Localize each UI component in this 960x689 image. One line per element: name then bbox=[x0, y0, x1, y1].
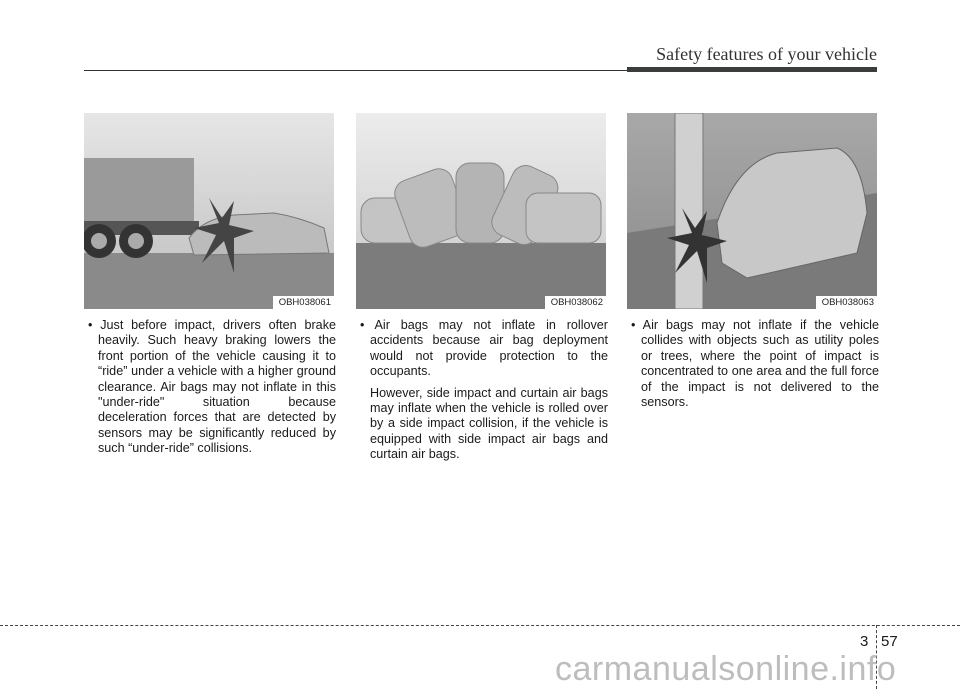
section-title: Safety features of your vehicle bbox=[656, 44, 877, 64]
figure-code: OBH038062 bbox=[545, 296, 606, 309]
column-pole-text bbox=[627, 318, 879, 416]
header-bar bbox=[627, 67, 877, 72]
under-ride-illustration bbox=[84, 113, 334, 309]
figure-under-ride bbox=[84, 113, 334, 309]
page-number: 57 bbox=[881, 633, 898, 650]
column-rollover-text bbox=[356, 318, 608, 469]
pole-impact-illustration bbox=[627, 113, 877, 309]
watermark: carmanualsonline.info bbox=[555, 650, 897, 688]
figure-rollover bbox=[356, 113, 606, 309]
figure-code: OBH038063 bbox=[816, 296, 877, 309]
chapter-number: 3 bbox=[860, 633, 869, 650]
rollover-illustration bbox=[356, 113, 606, 309]
footer-rule bbox=[0, 625, 960, 626]
bullet-paragraph: • Just before impact, drivers often brake heavily. Such heavy braking lowers the front portion of the vehicle causing it to “ride” under a vehicle with a higher ground clearance. Air bags may not inflate in this "under-ride" situation because deceleration forces that are detected by sensors may be significantly reduced by such “under-ride” collisions. bbox=[88, 318, 336, 456]
figure-pole-impact bbox=[627, 113, 877, 309]
bullet-paragraph: • Air bags may not inflate if the vehicle collides with objects such as utility poles or trees, where the point of impact is concentrated to one area and the full force of the impact is not delivered to the sensors. bbox=[631, 318, 879, 410]
column-under-ride-text bbox=[84, 318, 336, 463]
bullet-paragraph: • Air bags may not inflate in rollover accidents because air bag deployment would not provide protection to the occupants. bbox=[360, 318, 608, 379]
continuation-paragraph: However, side impact and curtain air bags may inflate when the vehicle is rolled over by a side impact collision, if the vehicle is equipped with side impact air bags and curtain air bags. bbox=[370, 385, 608, 462]
figure-code: OBH038061 bbox=[273, 296, 334, 309]
